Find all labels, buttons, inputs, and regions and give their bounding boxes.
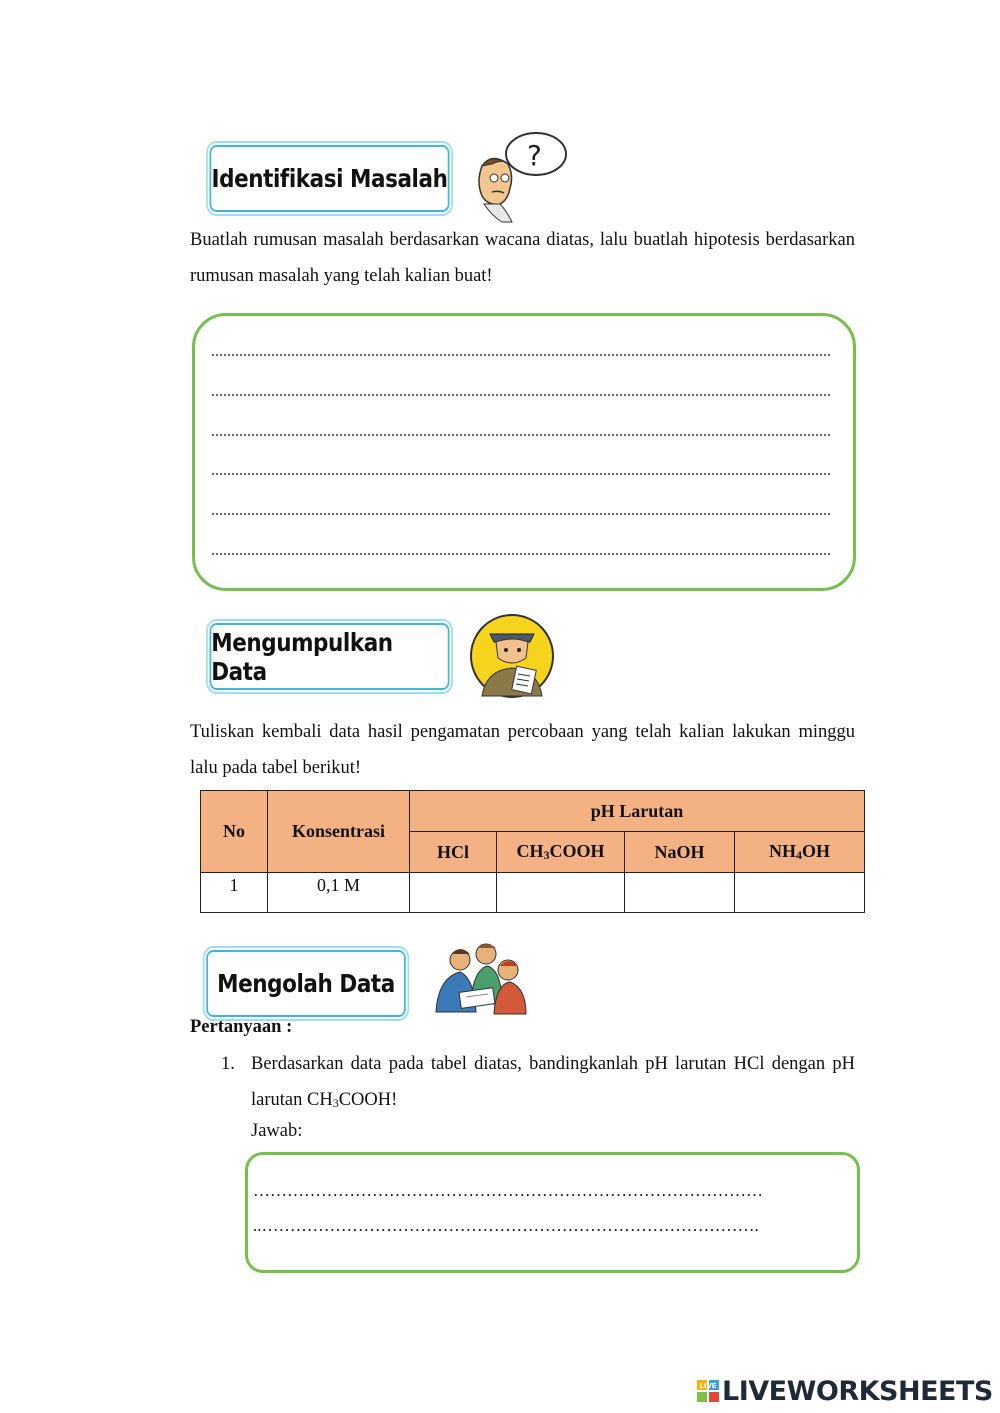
question-1-answer-box[interactable]	[245, 1152, 860, 1273]
question-1-number: 1.	[221, 1054, 235, 1074]
heading-mengumpulkan-title: Mengumpulkan Data	[211, 627, 393, 686]
col-header-naoh: NaOH	[625, 832, 735, 873]
thinking-man-icon	[472, 130, 572, 225]
table-row	[201, 873, 865, 913]
col-header-konsentrasi: Konsentrasi	[268, 791, 410, 873]
liveworksheets-logo-text: LIVEWORKSHEETS	[722, 1376, 993, 1407]
cell-naoh-input[interactable]	[625, 873, 735, 913]
group-discussion-icon	[430, 940, 528, 1018]
col-header-ph-larutan: pH Larutan	[410, 791, 865, 832]
identifikasi-instruction: Buatlah rumusan masalah berdasarkan wacana diatas, lalu buatlah hipotesis berdasarkan rumusan masalah yang telah kalian buat!	[190, 230, 855, 286]
cell-no: 1	[201, 873, 268, 913]
heading-mengolah-title: Mengolah Data	[217, 969, 395, 998]
mengumpulkan-instruction: Tuliskan kembali data hasil pengamatan percobaan yang telah kalian lakukan minggu lalu pada tabel berikut!	[190, 722, 855, 778]
col-header-ch3cooh: CH3COOH	[497, 832, 625, 873]
liveworksheets-logo-icon	[697, 1380, 719, 1402]
col-header-no: No	[201, 791, 268, 873]
answer-line	[211, 434, 831, 436]
heading-identifikasi-masalah	[210, 145, 450, 212]
answer-line	[211, 394, 831, 396]
answer-line: ..…………………………………………………………………………….	[253, 1216, 759, 1235]
col-header-nh4oh: NH4OH	[735, 832, 865, 873]
answer-line: ………………………………………………………………………………	[253, 1181, 763, 1200]
svg-text:LIVE: LIVE	[699, 1382, 717, 1390]
answer-line	[211, 354, 831, 356]
reporter-icon	[468, 612, 556, 700]
question-1-text: Berdasarkan data pada tabel diatas, bandingkanlah pH larutan HCl dengan pH larutan CH3COOH!	[251, 1054, 855, 1110]
cell-nh4oh-input[interactable]	[735, 873, 865, 913]
heading-identifikasi-title: Identifikasi Masalah	[211, 164, 448, 193]
answer-label: Jawab:	[251, 1121, 303, 1141]
hypothesis-answer-box[interactable]	[192, 313, 856, 591]
answer-line	[211, 473, 831, 475]
ph-data-table	[200, 790, 865, 913]
heading-mengolah-data	[206, 950, 406, 1017]
answer-line	[211, 553, 831, 555]
questions-label: Pertanyaan :	[190, 1017, 293, 1037]
answer-line	[211, 513, 831, 515]
cell-hcl-input[interactable]	[410, 873, 497, 913]
svg-text:?: ?	[527, 139, 542, 172]
cell-ch3cooh-input[interactable]	[497, 873, 625, 913]
cell-konsentrasi: 0,1 M	[268, 873, 410, 913]
heading-mengumpulkan-data	[210, 623, 450, 690]
col-header-hcl: HCl	[410, 832, 497, 873]
